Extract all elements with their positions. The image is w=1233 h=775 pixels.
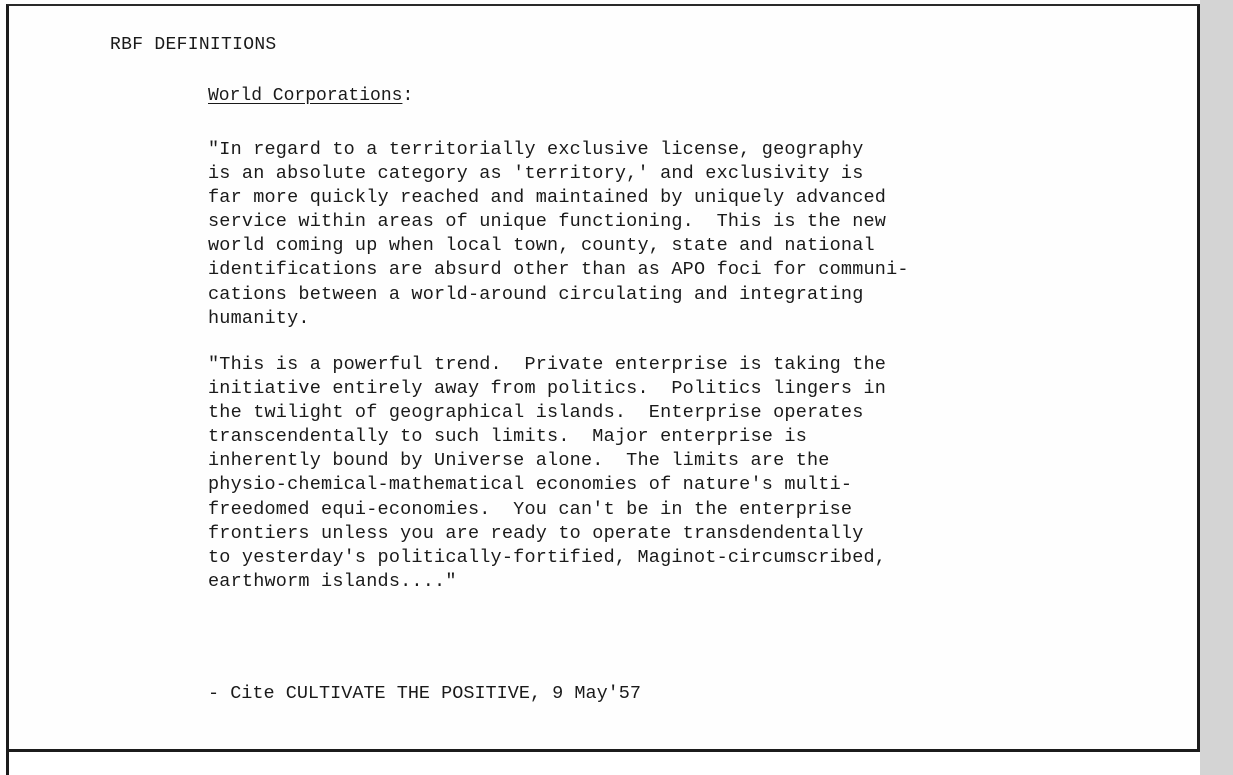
term-heading <box>208 86 413 106</box>
citation: - Cite CULTIVATE THE POSITIVE, 9 May'57 <box>208 683 641 704</box>
quote-paragraph-1: "In regard to a territorially exclusive license, geography is an absolute category as 'territory,' and exclusivity is far more quickly reached and maintained by uniquely advanced service within areas of unique functioning. This is the new world coming up when local town, county, state and national identifications are absurd other than as APO foci for communi- cations between a world-around circulating and integrating humanity. <box>208 139 909 329</box>
quote-paragraph-2: "This is a powerful trend. Private enterprise is taking the initiative entirely away from politics. Politics lingers in the twilight of geographical islands. Enterprise operates transcendentally to such limits. Major enterprise is inherently bound by Universe alone. The limits are the physio-chemical-mathematical economies of nature's multi- freedomed equi-economies. You can't be in the enterprise frontiers unless you are ready to operate transdendentally to yesterday's politically-fortified, Maginot-circumscribed, earthworm islands...." <box>208 354 887 592</box>
next-card-edge <box>6 752 9 775</box>
term-heading-text: World Corporations <box>208 86 403 106</box>
scan-margin <box>1200 0 1233 775</box>
card-header: RBF DEFINITIONS <box>110 35 277 55</box>
term-heading-colon: : <box>402 86 414 106</box>
